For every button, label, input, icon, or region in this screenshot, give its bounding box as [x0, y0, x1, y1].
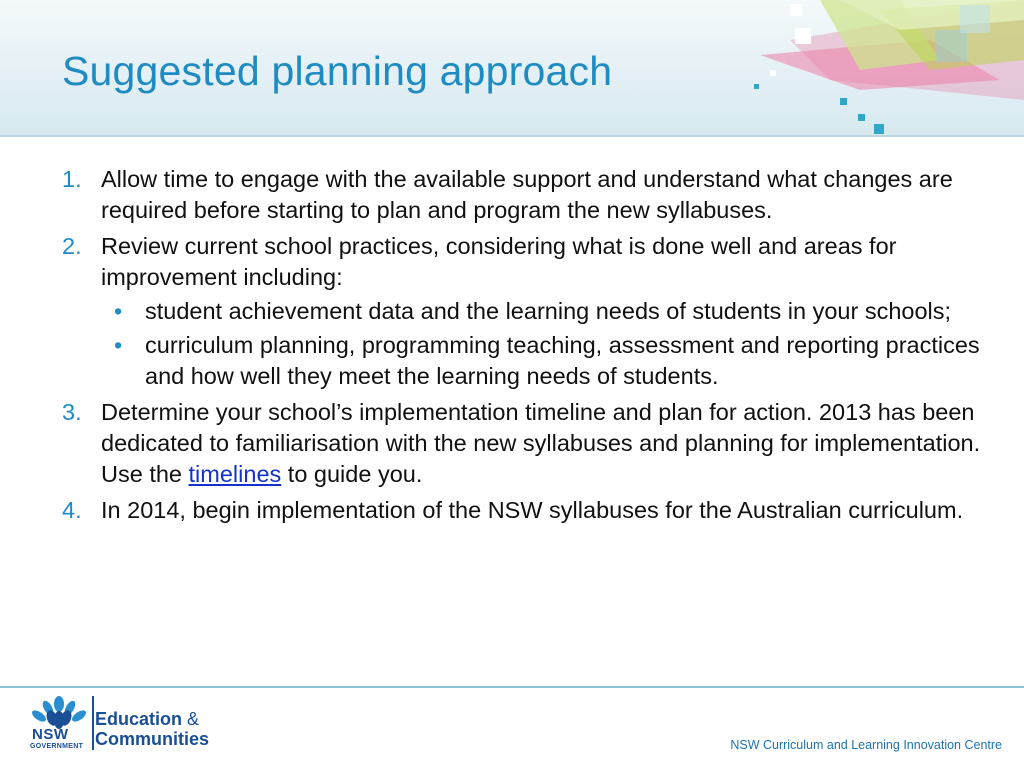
list-item-4: [62, 495, 982, 526]
list-item-text: In 2014, begin implementation of the NSW syllabuses for the Australian curriculum.: [101, 497, 964, 523]
logo-government-text: GOVERNMENT: [30, 743, 84, 750]
timelines-link[interactable]: timelines: [188, 461, 282, 487]
bullet-item: [101, 330, 982, 392]
waratah-logo-icon: [28, 696, 90, 730]
slide-title: Suggested planning approach: [62, 48, 613, 94]
list-number: 1.: [62, 166, 82, 192]
numbered-list: [62, 164, 982, 526]
list-item-text-end: to guide you.: [281, 461, 423, 487]
logo-communities-text: Communities: [95, 729, 210, 749]
bullet-item: [101, 296, 982, 327]
list-item-2: [62, 231, 982, 392]
list-number: 2.: [62, 233, 82, 259]
logo-divider: [92, 696, 94, 750]
list-item-text: Review current school practices, considering what is done well and areas for improvement including:: [101, 233, 897, 290]
bullet-text: curriculum planning, programming teaching, assessment and reporting practices and how well they meet the learning needs of students.: [145, 332, 980, 389]
list-number: 4.: [62, 497, 82, 523]
bullet-icon: •: [114, 332, 123, 358]
list-item-3: [62, 397, 982, 490]
logo-education-text: [95, 709, 199, 729]
logo-education-word: Education: [95, 709, 183, 729]
nsw-education-communities-logo: [26, 696, 226, 754]
logo-nsw-text: NSW: [32, 726, 69, 743]
list-number: 3.: [62, 399, 82, 425]
list-item-text: Determine your school’s implementation timeline and plan for action. 2013 has been dedicated to familiarisation with the new syllabuses and planning for implementation. Use the: [101, 399, 981, 487]
header-divider: [0, 135, 1024, 137]
slide-header: [0, 0, 1024, 136]
footer-divider: [0, 686, 1024, 688]
list-item-text: Allow time to engage with the available support and understand what changes are required before starting to plan and program the new syllabuses.: [101, 166, 953, 223]
bullet-icon: •: [114, 298, 123, 324]
list-item-1: [62, 164, 982, 226]
footer-centre-name: NSW Curriculum and Learning Innovation Centre: [730, 738, 1002, 752]
bullet-text: student achievement data and the learning needs of students in your schools;: [145, 298, 952, 324]
slide-body: [62, 164, 982, 531]
bullet-list: [101, 296, 982, 392]
logo-ampersand: &: [187, 709, 200, 729]
